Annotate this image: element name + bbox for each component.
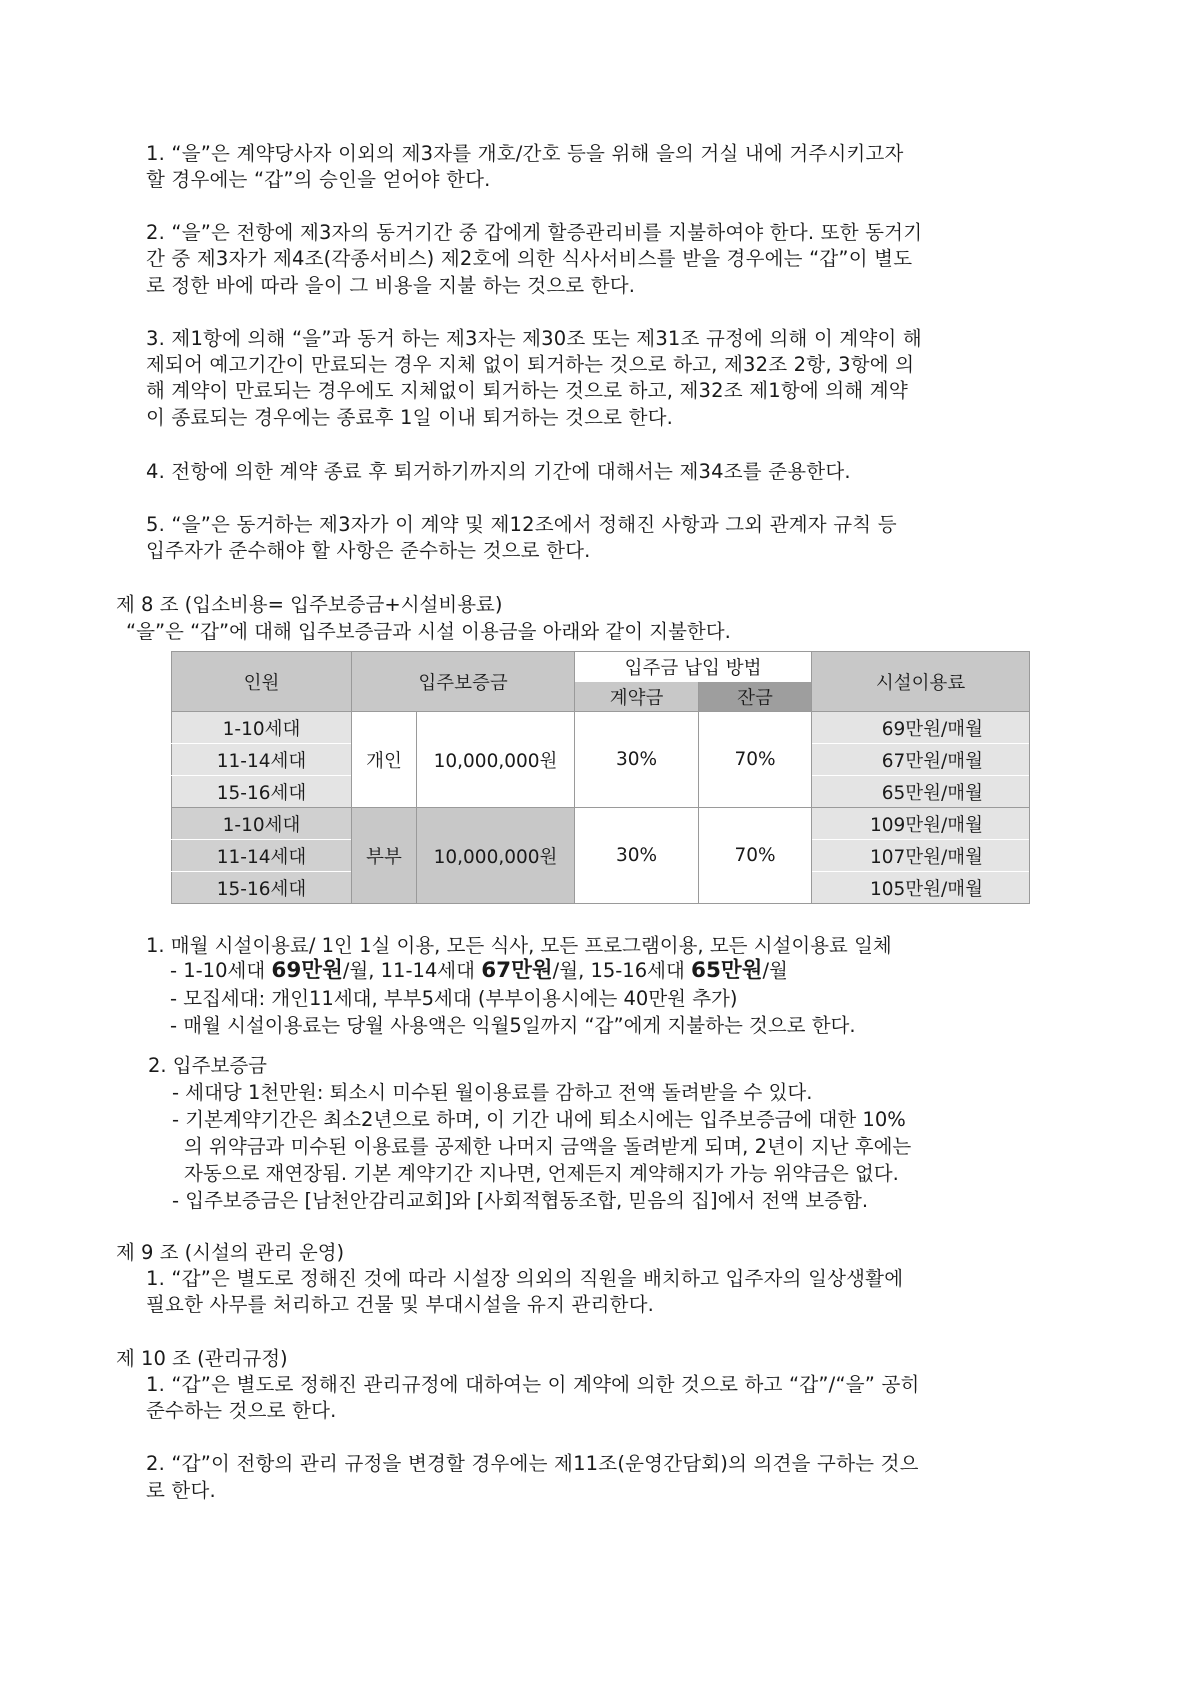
- note-2-line-1: - 세대당 1천만원: 퇴소시 미수된 월이용료를 감하고 전액 돌려받을 수 있다.: [172, 1081, 813, 1104]
- note-1-line-3: - 매월 시설이용료는 당월 사용액은 익월5일까지 “갑”에게 지불하는 것으로 한다.: [170, 1014, 856, 1037]
- item-4-line-1: 4. 전항에 의한 계약 종료 후 퇴거하기까지의 기간에 대해서는 제34조를 준용한다.: [146, 460, 851, 483]
- item-3-line-3: 해 계약이 만료되는 경우에도 지체없이 퇴거하는 것으로 하고, 제32조 제1항에 의해 계약: [146, 379, 908, 402]
- item-1-line-2: 할 경우에는 “갑”의 승인을 얻어야 한다.: [146, 168, 491, 191]
- item-3-line-1: 3. 제1항에 의해 “을”과 동거 하는 제3자는 제30조 또는 제31조 규정에 의해 이 계약이 해: [146, 327, 922, 350]
- article-9-heading: 제 9 조 (시설의 관리 운영): [116, 1241, 345, 1264]
- item-3-line-2: 제되어 예고기간이 만료되는 경우 지체 없이 퇴거하는 것으로 하고, 제32조 2항, 3항에 의: [146, 353, 915, 376]
- households-cell: 11-14세대: [172, 744, 352, 776]
- article-10-line-4: 로 한다.: [146, 1479, 216, 1502]
- note-1-rates: [170, 957, 788, 984]
- fee-cell: 69만원/매월: [812, 712, 1030, 744]
- fee-cell: 105만원/매월: [812, 872, 1030, 904]
- article-10-line-1: 1. “갑”은 별도로 정해진 관리규정에 대하여는 이 계약에 의한 것으로 하고 “갑”/“을” 공히: [146, 1373, 920, 1396]
- balance-pct-cell: 70%: [699, 712, 812, 808]
- header-people: 인원: [172, 652, 352, 712]
- rate-text: /월, 11-14세대: [342, 959, 482, 982]
- rate-text: - 1-10세대: [170, 959, 272, 982]
- balance-pct-cell: 70%: [699, 808, 812, 904]
- fee-cell: 67만원/매월: [812, 744, 1030, 776]
- item-1-line-1: 1. “을”은 계약당사자 이외의 제3자를 개호/간호 등을 위해 을의 거실 내에 거주시키고자: [146, 142, 904, 165]
- note-2-title: 2. 입주보증금: [148, 1054, 267, 1077]
- article-9-line-1: 1. “갑”은 별도로 정해진 것에 따라 시설장 의외의 직원을 배치하고 입주자의 일상생활에: [146, 1267, 904, 1290]
- note-2-line-2a: - 기본계약기간은 최소2년으로 하며, 이 기간 내에 퇴소시에는 입주보증금에 대한 10%: [172, 1108, 906, 1131]
- fee-cell: 109만원/매월: [812, 808, 1030, 840]
- type-cell: 부부: [352, 808, 417, 904]
- item-3-line-4: 이 종료되는 경우에는 종료후 1일 이내 퇴거하는 것으로 한다.: [146, 406, 674, 429]
- note-2-line-2c: 자동으로 재연장됨. 기본 계약기간 지나면, 언제든지 계약해지가 가능 위약금은 없다.: [184, 1162, 899, 1185]
- note-1-line-2: - 모집세대: 개인11세대, 부부5세대 (부부이용시에는 40만원 추가): [170, 987, 738, 1010]
- header-balance: 잔금: [699, 682, 812, 712]
- article-10-heading: 제 10 조 (관리규정): [116, 1347, 288, 1370]
- header-payment-method: 입주금 납입 방법: [575, 652, 812, 683]
- fee-table: [171, 651, 1030, 904]
- contract-pct-cell: 30%: [575, 712, 699, 808]
- note-2-line-2b: 의 위약금과 미수된 이용료를 공제한 나머지 금액을 돌려받게 되며, 2년이 지난 후에는: [184, 1135, 912, 1158]
- deposit-cell: 10,000,000원: [417, 808, 575, 904]
- rate-amount: 67만원: [481, 958, 553, 983]
- header-deposit: 입주보증금: [352, 652, 575, 712]
- article-8-heading: 제 8 조 (입소비용= 입주보증금+시설비용료): [116, 593, 503, 616]
- deposit-cell: 10,000,000원: [417, 712, 575, 808]
- households-cell: 15-16세대: [172, 776, 352, 808]
- rate-amount: 69만원: [271, 958, 343, 983]
- households-cell: 11-14세대: [172, 840, 352, 872]
- note-2-line-3: - 입주보증금은 [남천안감리교회]와 [사회적협동조합, 믿음의 집]에서 전액 보증함.: [172, 1189, 869, 1212]
- type-cell: 개인: [352, 712, 417, 808]
- article-10-line-3: 2. “갑”이 전항의 관리 규정을 변경할 경우에는 제11조(운영간담회)의 의견을 구하는 것으: [146, 1452, 919, 1475]
- article-9-line-2: 필요한 사무를 처리하고 건물 및 부대시설을 유지 관리한다.: [146, 1293, 655, 1316]
- rate-text: /월: [762, 959, 788, 982]
- fee-cell: 107만원/매월: [812, 840, 1030, 872]
- rate-amount: 65만원: [691, 958, 763, 983]
- rate-text: /월, 15-16세대: [552, 959, 691, 982]
- item-2-line-2: 간 중 제3자가 제4조(각종서비스) 제2호에 의한 식사서비스를 받을 경우에는 “갑”이 별도: [146, 247, 913, 270]
- households-cell: 1-10세대: [172, 808, 352, 840]
- header-contract: 계약금: [575, 682, 699, 712]
- item-2-line-1: 2. “을”은 전항에 제3자의 동거기간 중 갑에게 할증관리비를 지불하여야 한다. 또한 동거기: [146, 221, 923, 244]
- article-10-line-2: 준수하는 것으로 한다.: [146, 1399, 337, 1422]
- header-facility-fee: 시설이용료: [812, 652, 1030, 712]
- households-cell: 1-10세대: [172, 712, 352, 744]
- contract-pct-cell: 30%: [575, 808, 699, 904]
- item-5-line-2: 입주자가 준수해야 할 사항은 준수하는 것으로 한다.: [146, 539, 591, 562]
- note-1-title: 1. 매월 시설이용료/ 1인 1실 이용, 모든 식사, 모든 프로그램이용, 모든 시설이용료 일체: [146, 934, 892, 957]
- households-cell: 15-16세대: [172, 872, 352, 904]
- item-2-line-3: 로 정한 바에 따라 을이 그 비용을 지불 하는 것으로 한다.: [146, 274, 636, 297]
- item-5-line-1: 5. “을”은 동거하는 제3자가 이 계약 및 제12조에서 정해진 사항과 그외 관계자 규칙 등: [146, 513, 897, 536]
- fee-cell: 65만원/매월: [812, 776, 1030, 808]
- article-8-intro: “을”은 “갑”에 대해 입주보증금과 시설 이용금을 아래와 같이 지불한다.: [126, 620, 731, 643]
